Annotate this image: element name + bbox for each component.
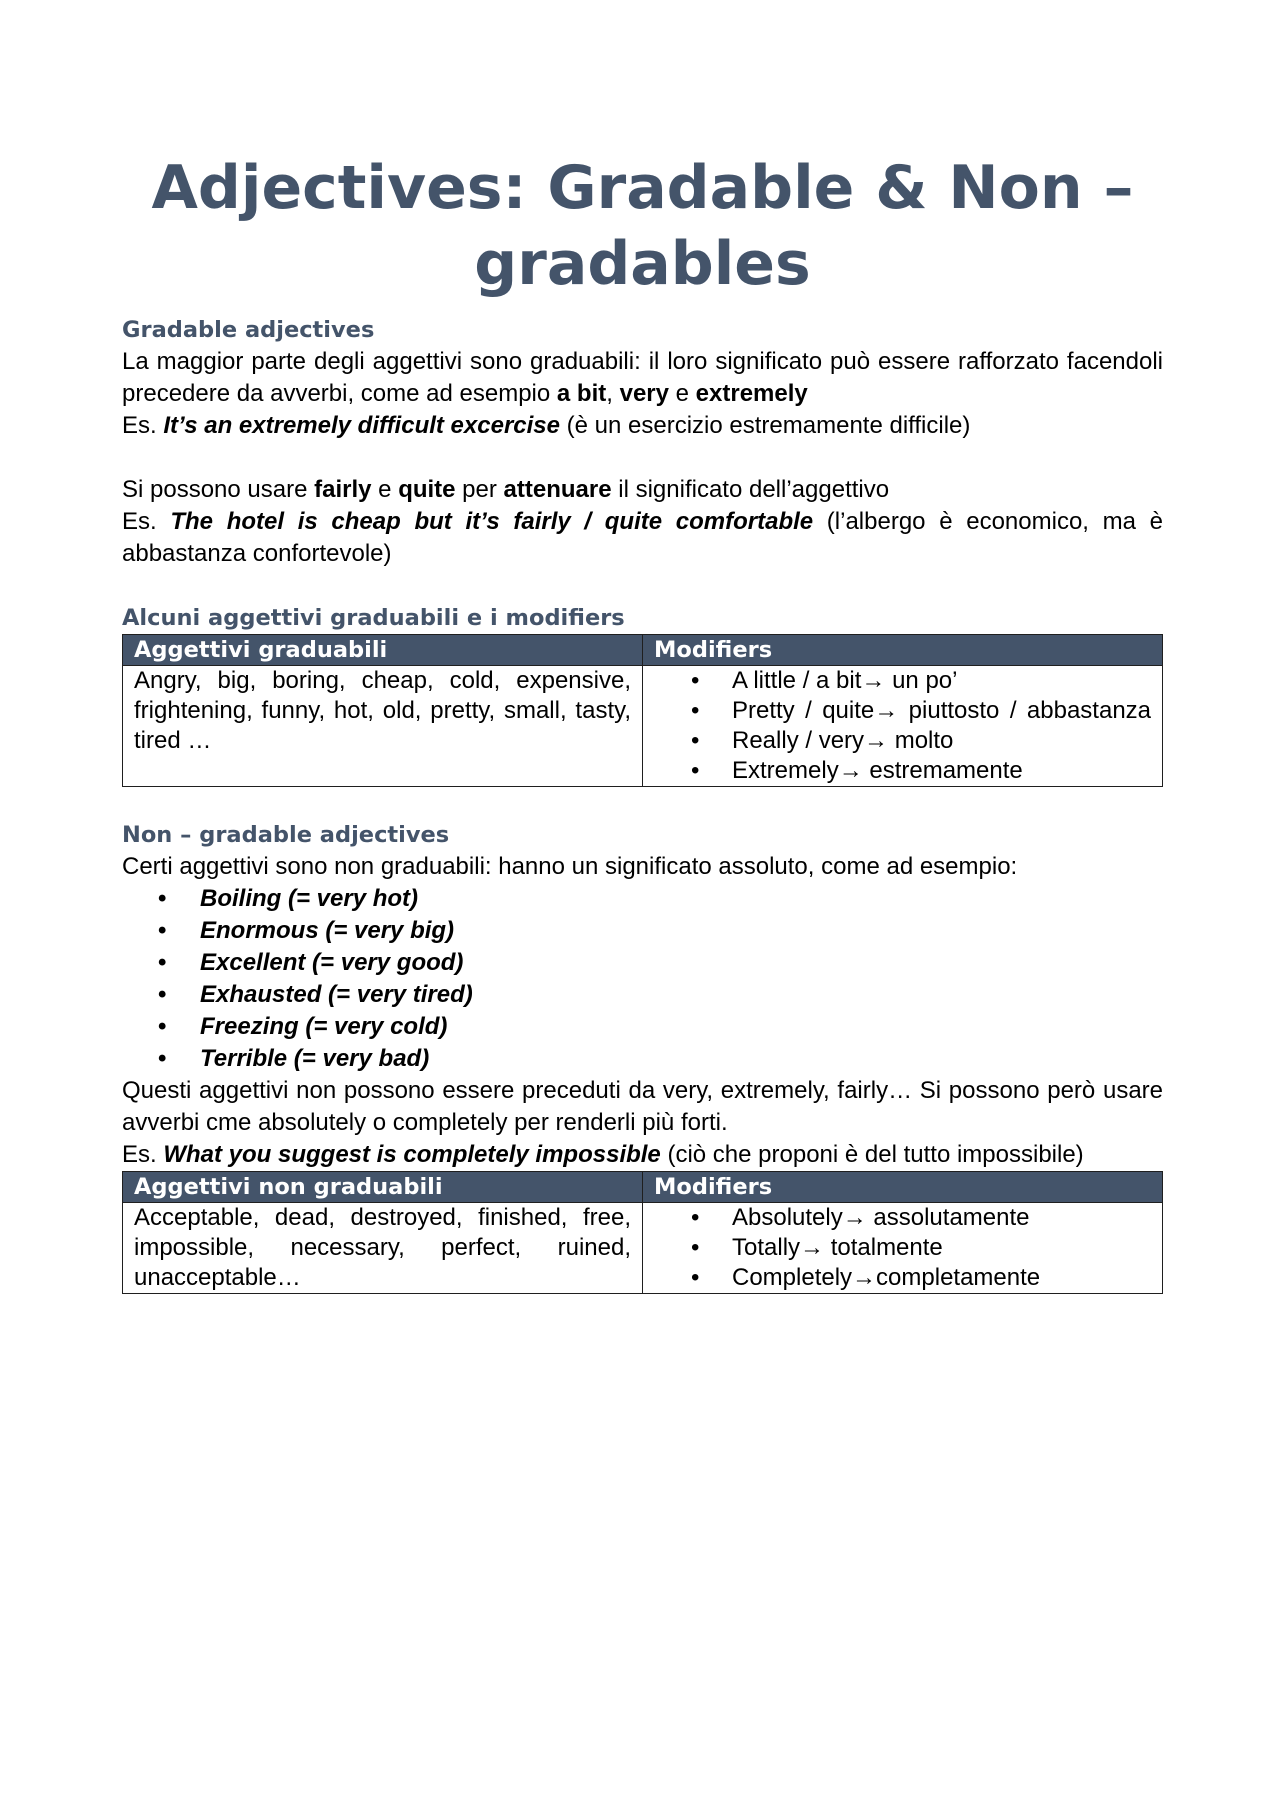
list-item: • Terrible (= very bad) — [122, 1043, 1163, 1075]
gradable-intro: La maggior parte degli aggettivi sono graduabili: il loro significato può essere rafforzato facendoli precedere da avverbi, come ad esempio a bit, very e extremely — [122, 348, 1163, 407]
table1-heading: Alcuni aggettivi graduabili e i modifiers — [122, 605, 625, 631]
list-item: • Absolutely→ assolutamente — [654, 1203, 1151, 1233]
list-item: • A little / a bit→ un po’ — [654, 666, 1151, 696]
table1-adjectives-cell: Angry, big, boring, cheap, cold, expensive, frightening, funny, hot, old, pretty, small, tasty, tired … — [123, 666, 643, 787]
list-item: • Enormous (= very big) — [122, 915, 1163, 947]
nongradable-heading: Non – gradable adjectives — [122, 822, 450, 848]
nongradable-table — [122, 1171, 1163, 1294]
gradable-example-2: Es. The hotel is cheap but it’s fairly / quite comfortable (l’albergo è economico, ma è abbastanza confortevole) — [122, 508, 1164, 567]
table2-header-adjectives: Aggettivi non graduabili — [123, 1172, 643, 1203]
title-line-1: Adjectives: Gradable & Non – — [151, 153, 1134, 223]
table1-header-adjectives: Aggettivi graduabili — [123, 635, 643, 666]
nongradable-list — [122, 883, 1163, 1075]
arrow-right-icon: → — [800, 1234, 825, 1261]
arrow-right-icon: → — [852, 1264, 877, 1291]
page-title — [122, 150, 1163, 302]
list-item: • Extremely→ estremamente — [654, 756, 1151, 786]
gradable-example-1: Es. It’s an extremely difficult excercise (è un esercizio estremamente difficile) — [122, 412, 971, 439]
table2-modifiers-cell — [643, 1203, 1163, 1294]
arrow-right-icon: → — [861, 667, 886, 694]
document-page — [122, 150, 1163, 1294]
arrow-right-icon: → — [842, 1204, 867, 1231]
list-item: • Completely→completamente — [654, 1263, 1151, 1293]
list-item: • Pretty / quite→ piuttosto / abbastanza — [654, 696, 1151, 726]
gradable-table — [122, 634, 1163, 787]
table1-header-modifiers: Modifiers — [643, 635, 1163, 666]
list-item: • Totally→ totalmente — [654, 1233, 1151, 1263]
arrow-right-icon: → — [874, 697, 899, 724]
nongradable-note: Questi aggettivi non possono essere preceduti da very, extremely, fairly… Si possono però usare avverbi cme absolutely o completely per renderli più forti. — [122, 1077, 1163, 1136]
table2-header-modifiers: Modifiers — [643, 1172, 1163, 1203]
table1-modifiers-cell — [643, 666, 1163, 787]
nongradable-example: Es. What you suggest is completely impossible (ciò che proponi è del tutto impossibile) — [122, 1141, 1084, 1168]
attenuate-paragraph: Si possono usare fairly e quite per attenuare il significato dell’aggettivo — [122, 476, 890, 503]
nongradable-intro: Certi aggettivi sono non graduabili: hanno un significato assoluto, come ad esempio: — [122, 853, 1018, 880]
list-item: • Boiling (= very hot) — [122, 883, 1163, 915]
table2-modifier-list — [654, 1203, 1151, 1293]
gradable-heading: Gradable adjectives — [122, 317, 375, 343]
arrow-right-icon: → — [864, 727, 889, 754]
list-item: • Really / very→ molto — [654, 726, 1151, 756]
title-line-2: gradables — [474, 229, 811, 299]
list-item: • Exhausted (= very tired) — [122, 979, 1163, 1011]
table2-adjectives-cell: Acceptable, dead, destroyed, finished, free, impossible, necessary, perfect, ruined, unacceptable… — [123, 1203, 643, 1294]
list-item: • Excellent (= very good) — [122, 947, 1163, 979]
list-item: • Freezing (= very cold) — [122, 1011, 1163, 1043]
table1-modifier-list — [654, 666, 1151, 786]
arrow-right-icon: → — [838, 757, 863, 784]
